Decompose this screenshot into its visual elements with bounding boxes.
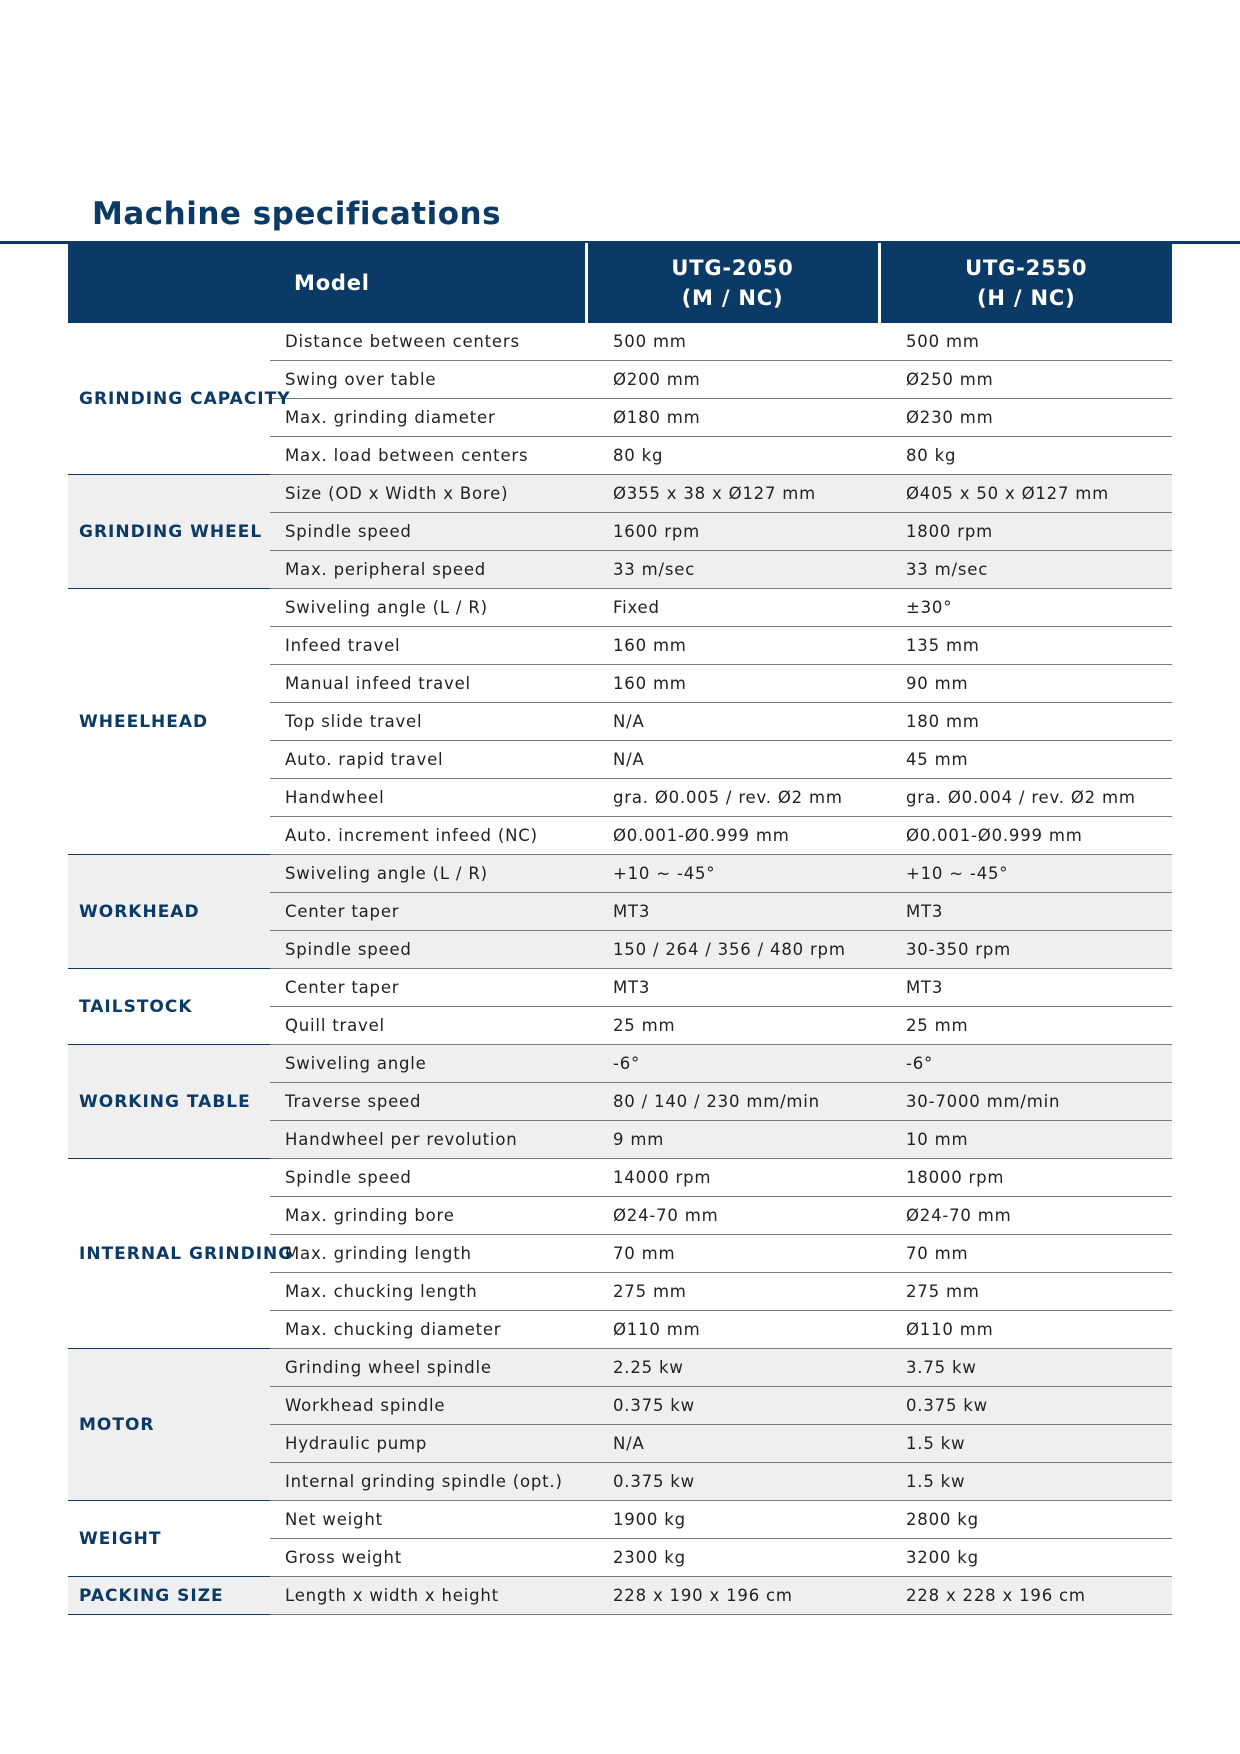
spec-value-utg-2550: +10 ~ -45° — [879, 855, 1172, 893]
spec-value-utg-2550: 30-7000 mm/min — [879, 1083, 1172, 1121]
model-variant: (H / NC) — [977, 286, 1076, 310]
table-row — [68, 589, 1172, 627]
spec-value-utg-2550: 80 kg — [879, 437, 1172, 475]
model-name: UTG-2550 — [965, 256, 1088, 280]
spec-value-utg-2550: -6° — [879, 1045, 1172, 1083]
spec-value-utg-2050: 25 mm — [586, 1007, 879, 1045]
spec-item-label: Max. grinding diameter — [270, 399, 586, 437]
model-name: UTG-2050 — [671, 256, 794, 280]
spec-value-utg-2550: MT3 — [879, 969, 1172, 1007]
spec-value-utg-2550: 90 mm — [879, 665, 1172, 703]
spec-value-utg-2550: 500 mm — [879, 323, 1172, 361]
spec-item-label: Spindle speed — [270, 931, 586, 969]
spec-item-label: Swiveling angle (L / R) — [270, 855, 586, 893]
spec-value-utg-2550: ±30° — [879, 589, 1172, 627]
spec-value-utg-2550: Ø230 mm — [879, 399, 1172, 437]
spec-value-utg-2550: 1800 rpm — [879, 513, 1172, 551]
spec-value-utg-2550: Ø110 mm — [879, 1311, 1172, 1349]
spec-value-utg-2050: Ø200 mm — [586, 361, 879, 399]
spec-item-label: Distance between centers — [270, 323, 586, 361]
spec-value-utg-2050: 80 kg — [586, 437, 879, 475]
spec-value-utg-2050: 150 / 264 / 356 / 480 rpm — [586, 931, 879, 969]
spec-value-utg-2550: 3.75 kw — [879, 1349, 1172, 1387]
model-variant: (M / NC) — [681, 286, 784, 310]
spec-value-utg-2050: N/A — [586, 1425, 879, 1463]
spec-item-label: Handwheel — [270, 779, 586, 817]
category-label: INTERNAL GRINDING — [68, 1159, 270, 1349]
spec-value-utg-2050: 80 / 140 / 230 mm/min — [586, 1083, 879, 1121]
spec-item-label: Length x width x height — [270, 1577, 586, 1615]
spec-item-label: Hydraulic pump — [270, 1425, 586, 1463]
spec-value-utg-2050: 160 mm — [586, 665, 879, 703]
category-label: GRINDING CAPACITY — [68, 323, 270, 475]
spec-value-utg-2550: gra. Ø0.004 / rev. Ø2 mm — [879, 779, 1172, 817]
spec-item-label: Net weight — [270, 1501, 586, 1539]
spec-value-utg-2050: N/A — [586, 703, 879, 741]
model-column-utg-2550 — [879, 243, 1172, 323]
spec-value-utg-2050: 1900 kg — [586, 1501, 879, 1539]
page-title: Machine specifications — [92, 196, 502, 232]
spec-section — [68, 589, 1172, 855]
spec-value-utg-2050: 0.375 kw — [586, 1387, 879, 1425]
spec-value-utg-2550: 2800 kg — [879, 1501, 1172, 1539]
table-row — [68, 1045, 1172, 1083]
spec-item-label: Center taper — [270, 893, 586, 931]
spec-value-utg-2050: 14000 rpm — [586, 1159, 879, 1197]
spec-value-utg-2550: 275 mm — [879, 1273, 1172, 1311]
model-column-utg-2050 — [586, 243, 879, 323]
spec-value-utg-2550: 1.5 kw — [879, 1463, 1172, 1501]
spec-item-label: Auto. rapid travel — [270, 741, 586, 779]
spec-value-utg-2050: 2300 kg — [586, 1539, 879, 1577]
spec-value-utg-2550: 180 mm — [879, 703, 1172, 741]
spec-value-utg-2550: 18000 rpm — [879, 1159, 1172, 1197]
spec-item-label: Max. grinding length — [270, 1235, 586, 1273]
table-row — [68, 475, 1172, 513]
table-row — [68, 323, 1172, 361]
spec-value-utg-2550: Ø250 mm — [879, 361, 1172, 399]
table-row — [68, 969, 1172, 1007]
spec-value-utg-2550: 228 x 228 x 196 cm — [879, 1577, 1172, 1615]
spec-section — [68, 1045, 1172, 1159]
model-header: Model — [68, 243, 586, 323]
spec-section — [68, 475, 1172, 589]
category-label: MOTOR — [68, 1349, 270, 1501]
spec-section — [68, 1349, 1172, 1501]
spec-section — [68, 1577, 1172, 1615]
spec-value-utg-2550: 70 mm — [879, 1235, 1172, 1273]
spec-item-label: Quill travel — [270, 1007, 586, 1045]
spec-item-label: Infeed travel — [270, 627, 586, 665]
spec-item-label: Center taper — [270, 969, 586, 1007]
spec-value-utg-2550: 3200 kg — [879, 1539, 1172, 1577]
spec-value-utg-2050: gra. Ø0.005 / rev. Ø2 mm — [586, 779, 879, 817]
spec-value-utg-2050: 228 x 190 x 196 cm — [586, 1577, 879, 1615]
spec-section — [68, 323, 1172, 475]
spec-item-label: Max. grinding bore — [270, 1197, 586, 1235]
spec-value-utg-2550: Ø0.001-Ø0.999 mm — [879, 817, 1172, 855]
spec-value-utg-2050: +10 ~ -45° — [586, 855, 879, 893]
spec-table-header — [68, 243, 1172, 323]
spec-value-utg-2050: Ø355 x 38 x Ø127 mm — [586, 475, 879, 513]
category-label: WHEELHEAD — [68, 589, 270, 855]
category-label: TAILSTOCK — [68, 969, 270, 1045]
table-row — [68, 1349, 1172, 1387]
spec-value-utg-2050: 160 mm — [586, 627, 879, 665]
spec-item-label: Grinding wheel spindle — [270, 1349, 586, 1387]
spec-value-utg-2550: MT3 — [879, 893, 1172, 931]
spec-value-utg-2050: 33 m/sec — [586, 551, 879, 589]
table-row — [68, 1577, 1172, 1615]
table-row — [68, 1159, 1172, 1197]
spec-item-label: Workhead spindle — [270, 1387, 586, 1425]
spec-value-utg-2050: 9 mm — [586, 1121, 879, 1159]
spec-item-label: Internal grinding spindle (opt.) — [270, 1463, 586, 1501]
spec-value-utg-2050: 1600 rpm — [586, 513, 879, 551]
table-row — [68, 1501, 1172, 1539]
spec-item-label: Max. load between centers — [270, 437, 586, 475]
spec-value-utg-2550: 25 mm — [879, 1007, 1172, 1045]
spec-item-label: Swing over table — [270, 361, 586, 399]
spec-value-utg-2550: Ø24-70 mm — [879, 1197, 1172, 1235]
spec-value-utg-2550: 0.375 kw — [879, 1387, 1172, 1425]
spec-value-utg-2050: Ø110 mm — [586, 1311, 879, 1349]
spec-section — [68, 1159, 1172, 1349]
spec-value-utg-2050: -6° — [586, 1045, 879, 1083]
spec-value-utg-2050: N/A — [586, 741, 879, 779]
spec-value-utg-2050: Ø24-70 mm — [586, 1197, 879, 1235]
spec-value-utg-2050: 70 mm — [586, 1235, 879, 1273]
spec-value-utg-2550: Ø405 x 50 x Ø127 mm — [879, 475, 1172, 513]
spec-section — [68, 969, 1172, 1045]
spec-item-label: Max. peripheral speed — [270, 551, 586, 589]
spec-item-label: Max. chucking length — [270, 1273, 586, 1311]
spec-value-utg-2550: 30-350 rpm — [879, 931, 1172, 969]
category-label: PACKING SIZE — [68, 1577, 270, 1615]
category-label: GRINDING WHEEL — [68, 475, 270, 589]
spec-value-utg-2050: MT3 — [586, 969, 879, 1007]
spec-item-label: Swiveling angle — [270, 1045, 586, 1083]
table-row — [68, 855, 1172, 893]
spec-item-label: Traverse speed — [270, 1083, 586, 1121]
spec-value-utg-2050: Ø0.001-Ø0.999 mm — [586, 817, 879, 855]
spec-item-label: Gross weight — [270, 1539, 586, 1577]
spec-item-label: Swiveling angle (L / R) — [270, 589, 586, 627]
category-label: WORKHEAD — [68, 855, 270, 969]
category-label: WORKING TABLE — [68, 1045, 270, 1159]
spec-item-label: Max. chucking diameter — [270, 1311, 586, 1349]
spec-value-utg-2050: 275 mm — [586, 1273, 879, 1311]
spec-value-utg-2050: MT3 — [586, 893, 879, 931]
spec-value-utg-2050: 500 mm — [586, 323, 879, 361]
spec-value-utg-2550: 45 mm — [879, 741, 1172, 779]
spec-item-label: Top slide travel — [270, 703, 586, 741]
spec-value-utg-2050: Ø180 mm — [586, 399, 879, 437]
spec-value-utg-2550: 33 m/sec — [879, 551, 1172, 589]
spec-value-utg-2050: 0.375 kw — [586, 1463, 879, 1501]
spec-value-utg-2550: 10 mm — [879, 1121, 1172, 1159]
category-label: WEIGHT — [68, 1501, 270, 1577]
spec-value-utg-2050: Fixed — [586, 589, 879, 627]
spec-item-label: Spindle speed — [270, 1159, 586, 1197]
spec-section — [68, 1501, 1172, 1577]
spec-value-utg-2550: 1.5 kw — [879, 1425, 1172, 1463]
spec-value-utg-2050: 2.25 kw — [586, 1349, 879, 1387]
spec-table — [68, 243, 1172, 1615]
spec-value-utg-2550: 135 mm — [879, 627, 1172, 665]
spec-item-label: Auto. increment infeed (NC) — [270, 817, 586, 855]
spec-item-label: Size (OD x Width x Bore) — [270, 475, 586, 513]
spec-item-label: Manual infeed travel — [270, 665, 586, 703]
spec-section — [68, 855, 1172, 969]
spec-item-label: Handwheel per revolution — [270, 1121, 586, 1159]
spec-item-label: Spindle speed — [270, 513, 586, 551]
